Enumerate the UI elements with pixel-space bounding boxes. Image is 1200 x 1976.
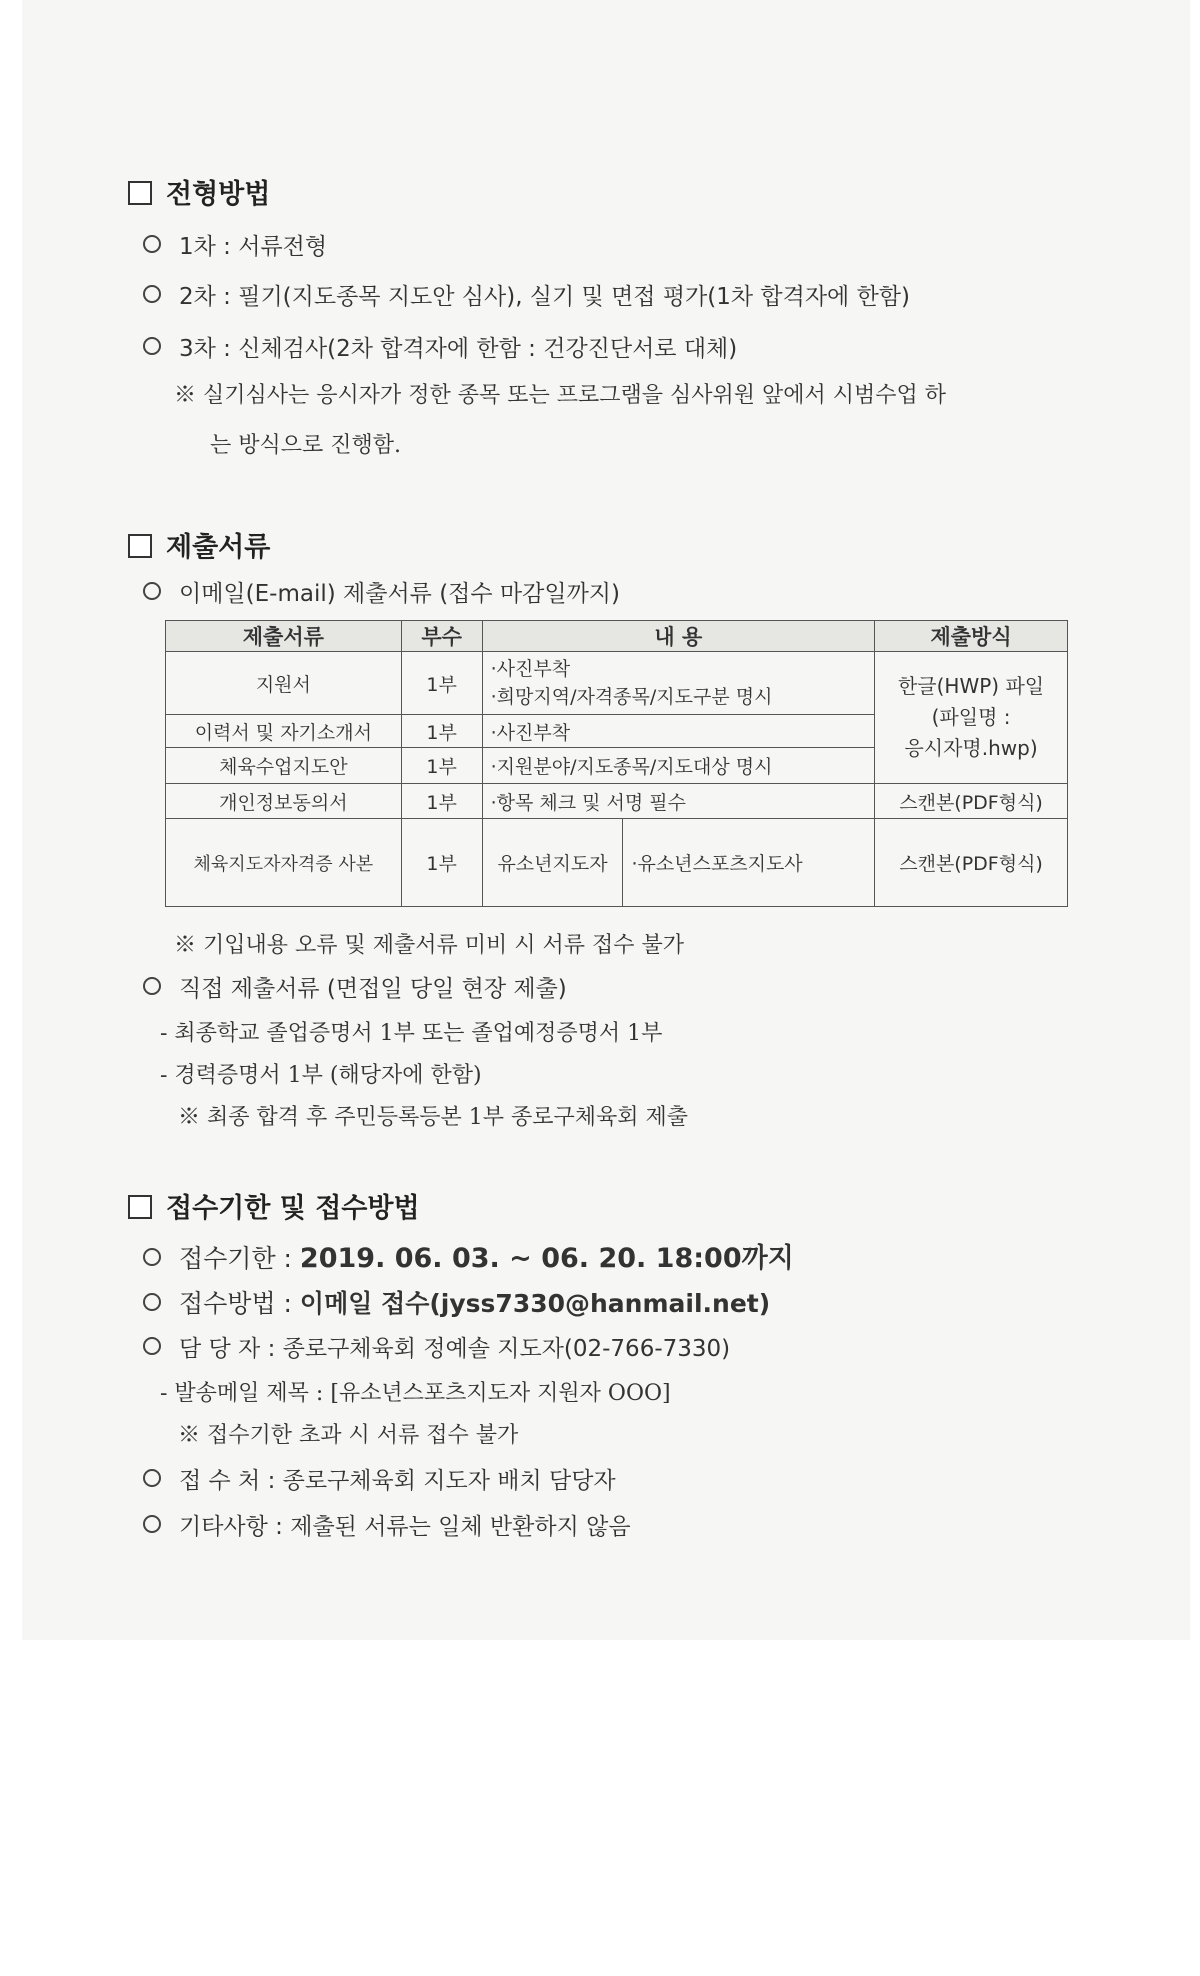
list-item: 1차 : 서류전형	[143, 228, 327, 261]
checkbox-square-icon	[128, 534, 152, 558]
note-text: ※ 기입내용 오류 및 제출서류 미비 시 서류 접수 불가	[174, 933, 684, 958]
table-cell: 1부	[401, 748, 482, 784]
list-item: - 최종학교 졸업증명서 1부 또는 졸업예정증명서 1부	[160, 1021, 663, 1046]
list-item: 접수방법 : 이메일 접수(jyss7330@hanmail.net)	[143, 1284, 770, 1320]
table-row	[166, 652, 1068, 715]
checkbox-square-icon	[128, 1195, 152, 1219]
list-item: 접수기한 : 2019. 06. 03. ~ 06. 20. 18:00까지	[143, 1236, 794, 1275]
list-item: 2차 : 필기(지도종목 지도안 심사), 실기 및 면접 평가(1차 합격자에 한함)	[143, 278, 910, 311]
table-cell-merged-method	[875, 652, 1068, 784]
note-text: ※ 최종 합격 후 주민등록등본 1부 종로구체육회 제출	[178, 1105, 688, 1130]
circle-bullet-icon	[143, 337, 161, 355]
list-item: - 발송메일 제목 : [유소년스포츠지도자 지원자 OOO]	[160, 1381, 671, 1406]
column-header: 제출서류	[166, 621, 402, 652]
table-cell: 개인정보동의서	[166, 784, 402, 819]
list-item: 직접 제출서류 (면접일 당일 현장 제출)	[143, 970, 567, 1003]
column-header: 부수	[401, 621, 482, 652]
cell-line: 응시자명.hwp)	[904, 736, 1038, 760]
circle-bullet-icon	[143, 1337, 161, 1355]
documents-table	[165, 620, 1068, 907]
table-cell	[482, 652, 875, 715]
circle-bullet-icon	[143, 285, 161, 303]
section-heading-documents: 제출서류	[128, 525, 270, 564]
table-cell: 1부	[401, 715, 482, 748]
cell-line: ·희망지역/자격종목/지도구분 명시	[490, 686, 773, 708]
method-value: 이메일 접수(jyss7330@hanmail.net)	[299, 1289, 771, 1318]
list-item: 3차 : 신체검사(2차 합격자에 한함 : 건강진단서로 대체)	[143, 330, 737, 363]
cell-line: ·사진부착	[490, 658, 571, 680]
table-cell: ·지원분야/지도종목/지도대상 명시	[482, 748, 875, 784]
table-cell: 스캔본(PDF형식)	[875, 819, 1068, 907]
circle-bullet-icon	[143, 1515, 161, 1533]
table-cell: ·사진부착	[482, 715, 875, 748]
circle-bullet-icon	[143, 1248, 161, 1266]
column-header: 내 용	[482, 621, 875, 652]
circle-bullet-icon	[143, 977, 161, 995]
table-row	[166, 784, 1068, 819]
table-cell: 체육지도자자격증 사본	[166, 819, 402, 907]
section-heading-selection-method: 전형방법	[128, 172, 270, 211]
note-text: ※ 접수기한 초과 시 서류 접수 불가	[178, 1423, 519, 1448]
circle-bullet-icon	[143, 582, 161, 600]
circle-bullet-icon	[143, 1469, 161, 1487]
deadline-value: 2019. 06. 03. ~ 06. 20. 18:00까지	[299, 1243, 794, 1274]
list-item: 기타사항 : 제출된 서류는 일체 반환하지 않음	[143, 1508, 631, 1541]
list-item: 접 수 처 : 종로구체육회 지도자 배치 담당자	[143, 1462, 616, 1495]
table-cell: 1부	[401, 784, 482, 819]
table-cell: ·유소년스포츠지도사	[623, 819, 875, 907]
list-item: 담 당 자 : 종로구체육회 정예솔 지도자(02-766-7330)	[143, 1330, 730, 1363]
column-header: 제출방식	[875, 621, 1068, 652]
table-cell: ·항목 체크 및 서명 필수	[482, 784, 875, 819]
table-cell: 지원서	[166, 652, 402, 715]
cell-line: (파일명 :	[931, 705, 1011, 729]
table-row	[166, 819, 1068, 907]
note-text: 는 방식으로 진행함.	[210, 433, 401, 458]
section-heading-application: 접수기한 및 접수방법	[128, 1186, 420, 1225]
table-cell: 스캔본(PDF형식)	[875, 784, 1068, 819]
note-text: ※ 실기심사는 응시자가 정한 종목 또는 프로그램을 심사위원 앞에서 시범수업 하	[174, 383, 946, 408]
table-cell: 유소년지도자	[482, 819, 623, 907]
table-cell: 1부	[401, 819, 482, 907]
table-cell: 1부	[401, 652, 482, 715]
circle-bullet-icon	[143, 235, 161, 253]
table-header-row	[166, 621, 1068, 652]
list-item: 이메일(E-mail) 제출서류 (접수 마감일까지)	[143, 575, 620, 608]
cell-line: 한글(HWP) 파일	[897, 674, 1045, 698]
table-cell: 이력서 및 자기소개서	[166, 715, 402, 748]
circle-bullet-icon	[143, 1293, 161, 1311]
checkbox-square-icon	[128, 181, 152, 205]
table-cell: 체육수업지도안	[166, 748, 402, 784]
list-item: - 경력증명서 1부 (해당자에 한함)	[160, 1063, 482, 1088]
